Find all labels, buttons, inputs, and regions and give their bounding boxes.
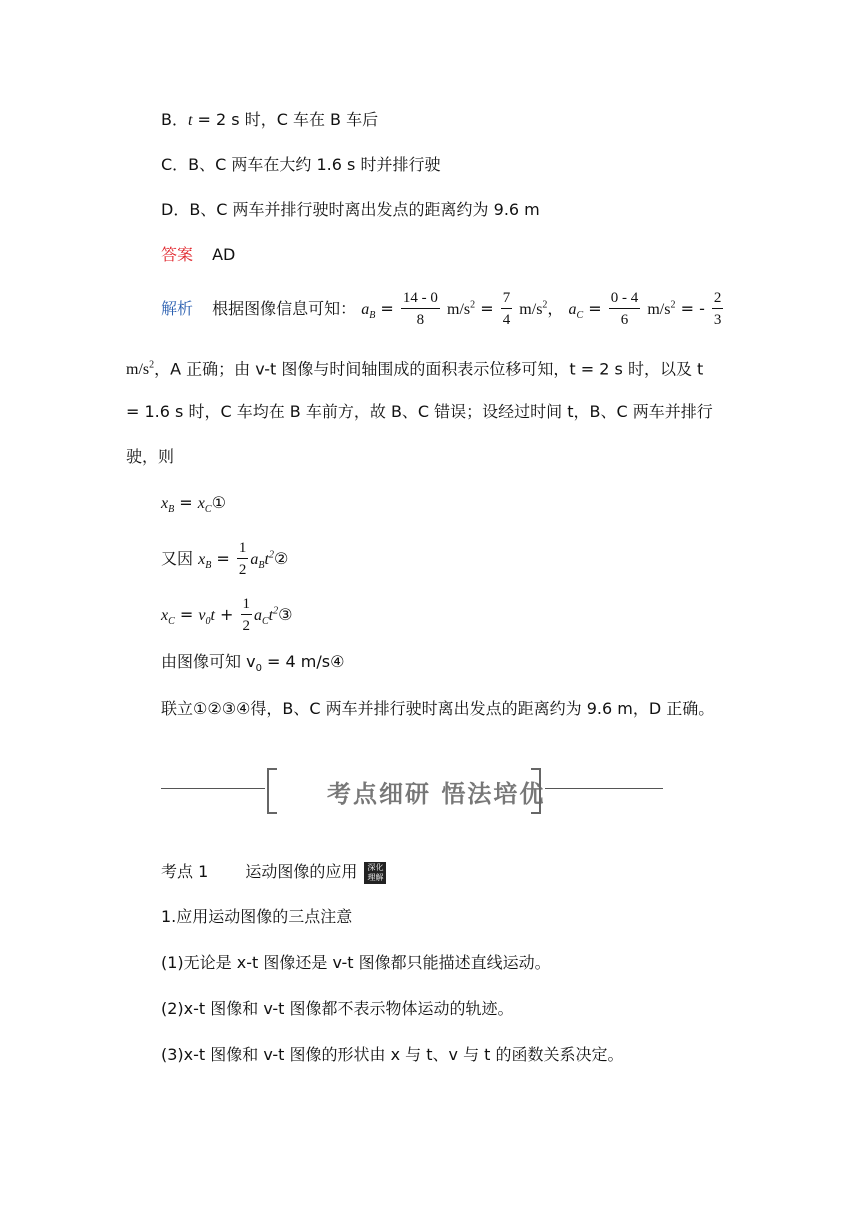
option-b [161,108,378,133]
banner-bracket-right [531,768,541,814]
aC-symbol: $a_C$ [568,301,584,322]
unit-1: $m/s^2$ [447,299,476,318]
option-d: D．B、C 两车并排行驶时离出发点的距离约为 9.6 m [161,200,540,219]
kaodian-label: 考点 1 [161,862,209,881]
option-b-prefix: B． [161,110,188,129]
note-2: (2)x-t 图像和 v-t 图像都不表示物体运动的轨迹。 [161,999,514,1018]
subheading: 1.应用运动图像的三点注意 [161,907,353,926]
equation-1: $x_B$ = $x_C①$ [161,493,226,516]
option-c: C．B、C 两车在大约 1.6 s 时并排行驶 [161,155,441,174]
eq-fraction-1: $\frac{7}{4}$ [502,290,511,328]
banner-bracket-left [267,768,277,814]
equation-4: 由图像可知 $v_0 = 4$ m/s④ [161,652,345,675]
unit-2: $m/s^2$ [519,299,548,318]
answer-label: 答案 [161,245,194,264]
deepen-badge-icon: 深化 理解 [364,862,386,884]
banner-title: 考点细研 悟法培优 [327,779,546,808]
analysis-line-2: $m/s^2$，A 正确；由 v-t 图像与时间轴围成的面积表示位移可知，t = 2 s 时，以及 t [126,359,704,379]
eq-fraction-2: $\frac{2}{3}$ [713,290,722,328]
section-title: 运动图像的应用 [245,862,358,881]
aB-fraction: $\frac{14 - 0}{8}$ [402,290,438,328]
section-banner [161,766,663,812]
conclusion: 联立①②③④得，B、C 两车并排行驶时离出发点的距离约为 9.6 m，D 正确。 [161,699,715,718]
answer-line [161,243,235,267]
analysis-line-4: 驶，则 [126,447,175,466]
section-heading [161,860,386,884]
analysis-line-1: 解析 根据图像信息可知： $a_B$ = $\frac{14 - 0}{8}$ $m/s^2$ = $\frac{7}{4}$ $m/s^2$， $a_C$ = $\frac{0 - 4}{6}$ $m/s^2$ = - $\frac{2}{3}$ [161,288,725,331]
unit-3: $m/s^2$ [647,299,676,318]
analysis-line-3: = 1.6 s 时，C 车均在 B 车前方，故 B、C 错误；设经过时间 t，B、C 两车并排行 [126,402,713,421]
aB-symbol: $a_B$ [361,301,376,322]
analysis-intro: 根据图像信息可知： [212,299,357,318]
aC-fraction: $\frac{0 - 4}{6}$ [610,290,639,328]
option-b-text: = 2 s 时，C 车在 B 车后 [192,110,379,129]
banner-rule-right [545,788,663,789]
note-3: (3)x-t 图像和 v-t 图像的形状由 x 与 t、v 与 t 的函数关系决定。 [161,1045,624,1064]
equation-3: $x_C = v_0t$ + $\frac{1}{2}$ $a_Ct^2③$ [161,594,292,637]
unit-4: $m/s^2$ [126,360,155,379]
equation-2: 又因 $x_B$ = $\frac{1}{2}$ $a_Bt^2②$ [161,538,288,581]
half-fraction-2: $\frac{1}{2}$ [242,596,250,634]
half-fraction-1: $\frac{1}{2}$ [238,540,247,578]
note-1: (1)无论是 x-t 图像还是 v-t 图像都只能描述直线运动。 [161,953,551,972]
option-b-variable: t [187,112,193,129]
analysis-label: 解析 [161,299,194,318]
answer-value: AD [212,245,236,264]
banner-rule-left [161,788,265,789]
